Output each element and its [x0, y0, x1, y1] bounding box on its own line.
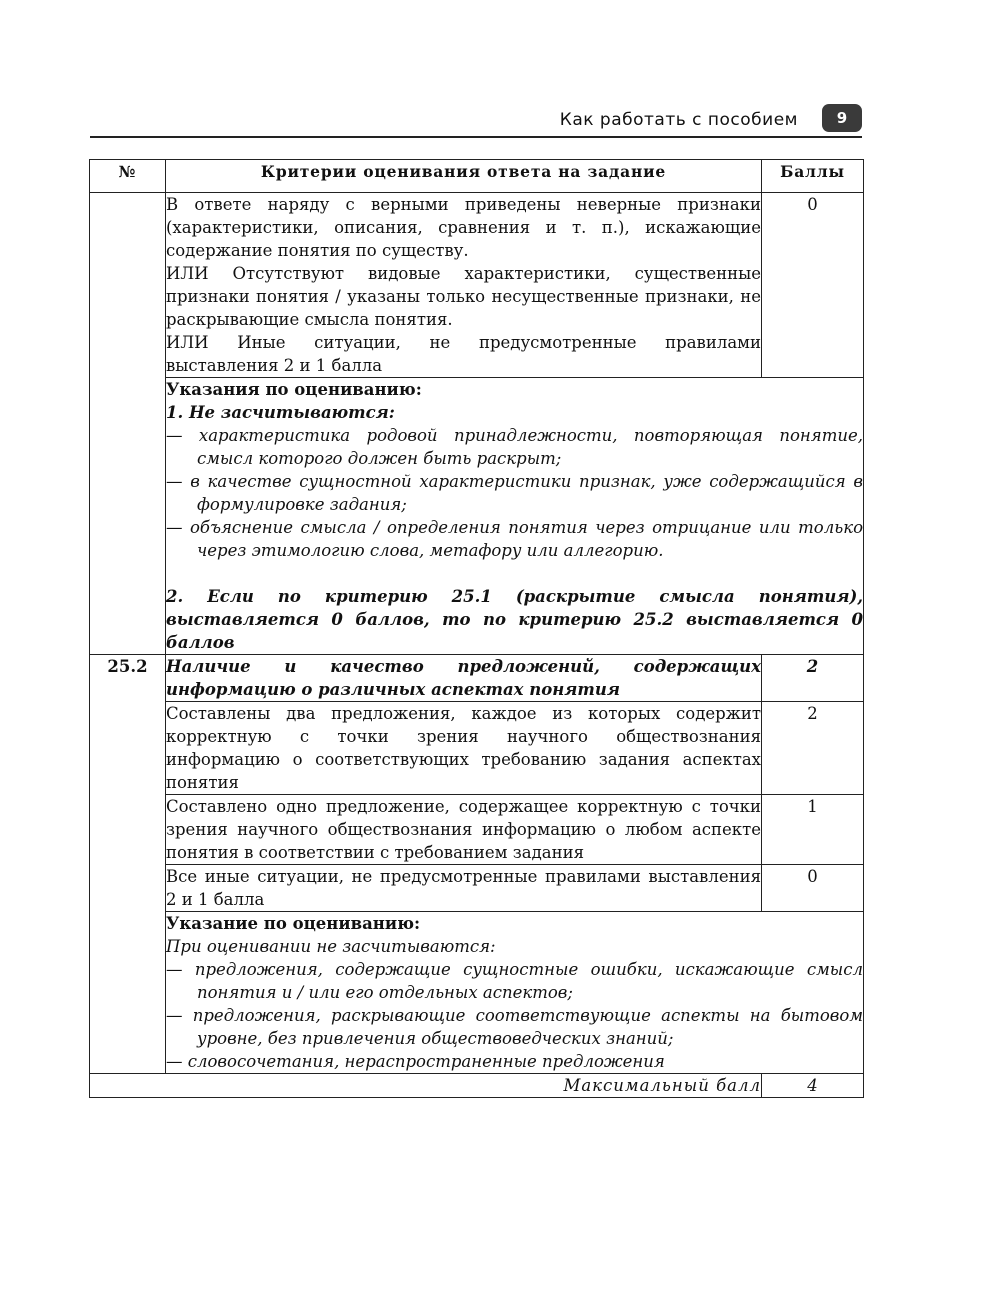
list-item: — предложения, содержащие сущностные ошибки, искажающие смысл понятия и / или его отдельных аспектов; [166, 960, 863, 1002]
criterion-text: В ответе наряду с верными приведены неверные признаки (характеристики, описания, сравнения и т. п.), искажающие содержание понятия по существу. [166, 195, 761, 260]
list-item: — объяснение смысла / определения понятия через отрицание или только через этимологию слова, метафору или аллегорию. [166, 518, 863, 560]
guidance-subtitle: 1. Не засчитываются: [166, 403, 395, 422]
criterion-max-points: 2 [762, 655, 864, 702]
criterion-text: ИЛИ Иные ситуации, не предусмотренные правилами выставления 2 и 1 балла [166, 333, 761, 375]
guidance-cell [166, 378, 864, 655]
guidance-title: Указания по оцениванию: [166, 380, 422, 399]
column-header-criteria: Критерии оценивания ответа на задание [166, 160, 762, 193]
guidance-row [90, 912, 864, 1074]
column-header-number: № [90, 160, 166, 193]
criteria-table [89, 159, 864, 1098]
table-header-row [90, 160, 864, 193]
guidance-title: Указание по оцениванию: [166, 914, 421, 933]
points-cell: 2 [762, 702, 864, 795]
list-item: — в качестве сущностной характеристики признак, уже содержащийся в формулировке задания; [166, 472, 863, 514]
points-cell: 0 [762, 193, 864, 378]
criterion-title: Наличие и качество предложений, содержащих информацию о различных аспектах понятия [166, 655, 762, 702]
page-header [90, 104, 862, 138]
guidance-note: 2. Если по критерию 25.1 (раскрытие смысла понятия), выставляется 0 баллов, то по критерию 25.2 выставляется 0 баллов [166, 587, 863, 652]
criterion-number: 25.2 [90, 655, 166, 1074]
page-number-badge: 9 [822, 104, 862, 132]
list-item: — характеристика родовой принадлежности, повторяющая понятие, смысл которого должен быть раскрыт; [166, 426, 863, 468]
criterion-text: Составлены два предложения, каждое из которых содержит корректную с точки зрения научного обществознания информацию о соответствующих требованию задания аспектах понятия [166, 702, 762, 795]
guidance-cell [166, 912, 864, 1074]
criterion-text: ИЛИ Отсутствуют видовые характеристики, существенные признаки понятия / указаны только несущественные признаки, не раскрывающие смысла понятия. [166, 264, 761, 329]
spacer [166, 562, 863, 585]
max-score-value: 4 [762, 1074, 864, 1098]
guidance-subtitle: При оценивании не засчитываются: [166, 937, 496, 956]
points-cell: 1 [762, 795, 864, 865]
table-row [90, 193, 864, 378]
number-cell-empty [90, 193, 166, 655]
criterion-text-cell [166, 193, 762, 378]
table-row [90, 795, 864, 865]
list-item: — словосочетания, нераспространенные предложения [166, 1052, 665, 1071]
max-score-row [90, 1074, 864, 1098]
list-item: — предложения, раскрывающие соответствующие аспекты на бытовом уровне, без привлечения обществоведческих знаний; [166, 1006, 863, 1048]
max-score-label: Максимальный балл [90, 1074, 762, 1098]
column-header-points: Баллы [762, 160, 864, 193]
running-header-title: Как работать с пособием [559, 110, 798, 130]
points-cell: 0 [762, 865, 864, 912]
table-row [90, 865, 864, 912]
criterion-text: Все иные ситуации, не предусмотренные правилами выставления 2 и 1 балла [166, 865, 762, 912]
criterion-text: Составлено одно предложение, содержащее корректную с точки зрения научного обществознания информацию о любом аспекте понятия в соответствии с требованием задания [166, 795, 762, 865]
criterion-header-row [90, 655, 864, 702]
table-row [90, 702, 864, 795]
guidance-row [90, 378, 864, 655]
